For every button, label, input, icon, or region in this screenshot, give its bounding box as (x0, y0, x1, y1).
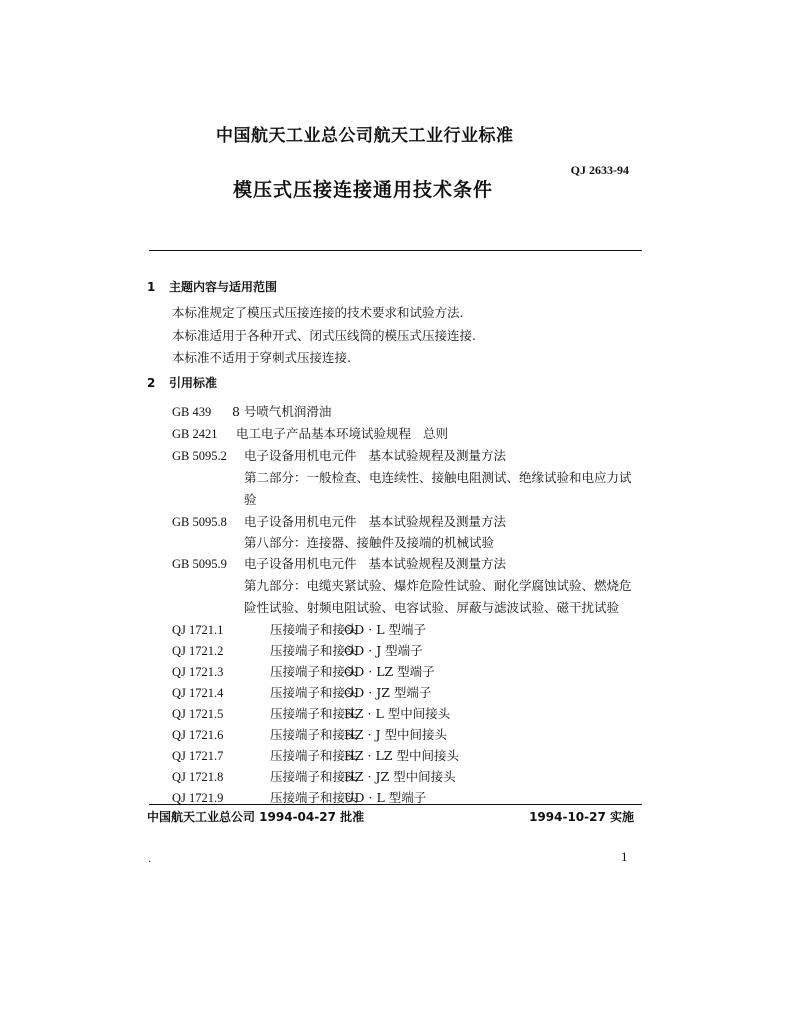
reference-code: GB 2421 (172, 427, 218, 441)
section-number: 2 (147, 376, 156, 390)
reference-type: UD · L 型端子 (344, 790, 427, 805)
reference-title: 电子设备用机电元件 (244, 556, 357, 571)
header-divider (149, 250, 642, 251)
effective-date: 1994-10-27 实施 (529, 810, 634, 824)
reference-code: QJ 1721.6 (172, 728, 224, 742)
reference-title: 8 号喷气机润滑油 (232, 404, 332, 419)
reference-entry (172, 746, 459, 764)
reference-type: OD · J 型端子 (344, 643, 423, 658)
reference-part: 第八部分：连接器、接触件及接端的机械试验 (244, 535, 495, 550)
reference-entry (172, 641, 423, 659)
reference-title: 压接端子和接头 (270, 769, 358, 784)
reference-part: 验 (244, 492, 257, 507)
reference-code: QJ 1721.9 (172, 791, 224, 805)
section-2-heading (147, 374, 217, 391)
reference-subtitle: 基本试验规程及测量方法 (368, 514, 506, 529)
reference-title: 压接端子和接头 (270, 643, 358, 658)
reference-entry (172, 662, 435, 680)
reference-subtitle: 总则 (422, 426, 448, 441)
reference-type: HZ · LZ 型中间接头 (344, 748, 459, 763)
scope-paragraph: 本标准适用于各种开式、闭式压线筒的模压式压接连接. (172, 328, 476, 343)
reference-code: QJ 1721.7 (172, 749, 224, 763)
reference-entry (172, 725, 447, 743)
reference-code: GB 5095.2 (172, 449, 227, 463)
reference-title: 压接端子和接头 (270, 748, 358, 763)
reference-entry (172, 620, 426, 638)
scope-paragraph: 本标准规定了模压式压接连接的技术要求和试验方法. (172, 305, 464, 320)
reference-entry (172, 554, 506, 572)
section-title: 主题内容与适用范围 (169, 280, 278, 294)
approval-line: 中国航天工业总公司 1994-04-27 批准 (147, 810, 365, 824)
reference-part: 第二部分：一般检查、电连续性、接触电阻测试、绝缘试验和电应力试 (244, 470, 632, 485)
reference-title: 压接端子和接头 (270, 790, 358, 805)
scan-mark: . (148, 854, 152, 865)
reference-title: 电子设备用机电元件 (244, 448, 357, 463)
reference-code: GB 5095.8 (172, 515, 227, 529)
reference-code: QJ 1721.4 (172, 686, 224, 700)
reference-title: 压接端子和接头 (270, 727, 358, 742)
reference-type: HZ · L 型中间接头 (344, 706, 451, 721)
reference-code: QJ 1721.3 (172, 665, 224, 679)
reference-entry (172, 424, 448, 442)
reference-entry (172, 446, 506, 464)
section-title: 引用标准 (169, 376, 218, 390)
reference-title: 压接端子和接头 (270, 664, 358, 679)
section-number: 1 (147, 280, 156, 294)
reference-entry (172, 767, 456, 785)
issuing-organization: 中国航天工业总公司航天工业行业标准 (216, 126, 514, 146)
reference-part: 险性试验、射频电阻试验、电容试验、屏蔽与滤波试验、磁干扰试验 (244, 600, 620, 615)
reference-code: QJ 1721.5 (172, 707, 224, 721)
reference-type: OD · JZ 型端子 (344, 685, 432, 700)
reference-entry (172, 683, 431, 701)
scope-paragraph: 本标准不适用于穿刺式压接连接. (172, 350, 351, 365)
reference-title: 电子设备用机电元件 (244, 514, 357, 529)
document-title: 模压式压接连接通用技术条件 (233, 179, 494, 201)
reference-entry (172, 512, 506, 530)
reference-title: 电工电子产品基本环境试验规程 (236, 426, 412, 441)
section-1-heading (147, 278, 277, 295)
reference-entry (172, 704, 450, 722)
reference-type: HZ · JZ 型中间接头 (344, 769, 456, 784)
reference-title: 压接端子和接头 (270, 685, 358, 700)
reference-code: QJ 1721.8 (172, 770, 224, 784)
reference-title: 压接端子和接头 (270, 622, 358, 637)
reference-code: GB 5095.9 (172, 557, 227, 571)
reference-subtitle: 基本试验规程及测量方法 (368, 556, 506, 571)
reference-code: QJ 1721.1 (172, 623, 224, 637)
reference-type: OD · L 型端子 (344, 622, 426, 637)
reference-title: 压接端子和接头 (270, 706, 358, 721)
reference-part: 第九部分：电缆夹紧试验、爆炸危险性试验、耐化学腐蚀试验、燃烧危 (244, 578, 632, 593)
standard-code: QJ 2633-94 (570, 163, 629, 177)
reference-type: OD · LZ 型端子 (344, 664, 435, 679)
reference-subtitle: 基本试验规程及测量方法 (368, 448, 506, 463)
reference-code: GB 439 (172, 405, 212, 419)
page-number: 1 (621, 849, 628, 864)
reference-type: HZ · J 型中间接头 (344, 727, 447, 742)
reference-code: QJ 1721.2 (172, 644, 224, 658)
footer-divider (149, 804, 642, 805)
reference-entry (172, 402, 331, 420)
